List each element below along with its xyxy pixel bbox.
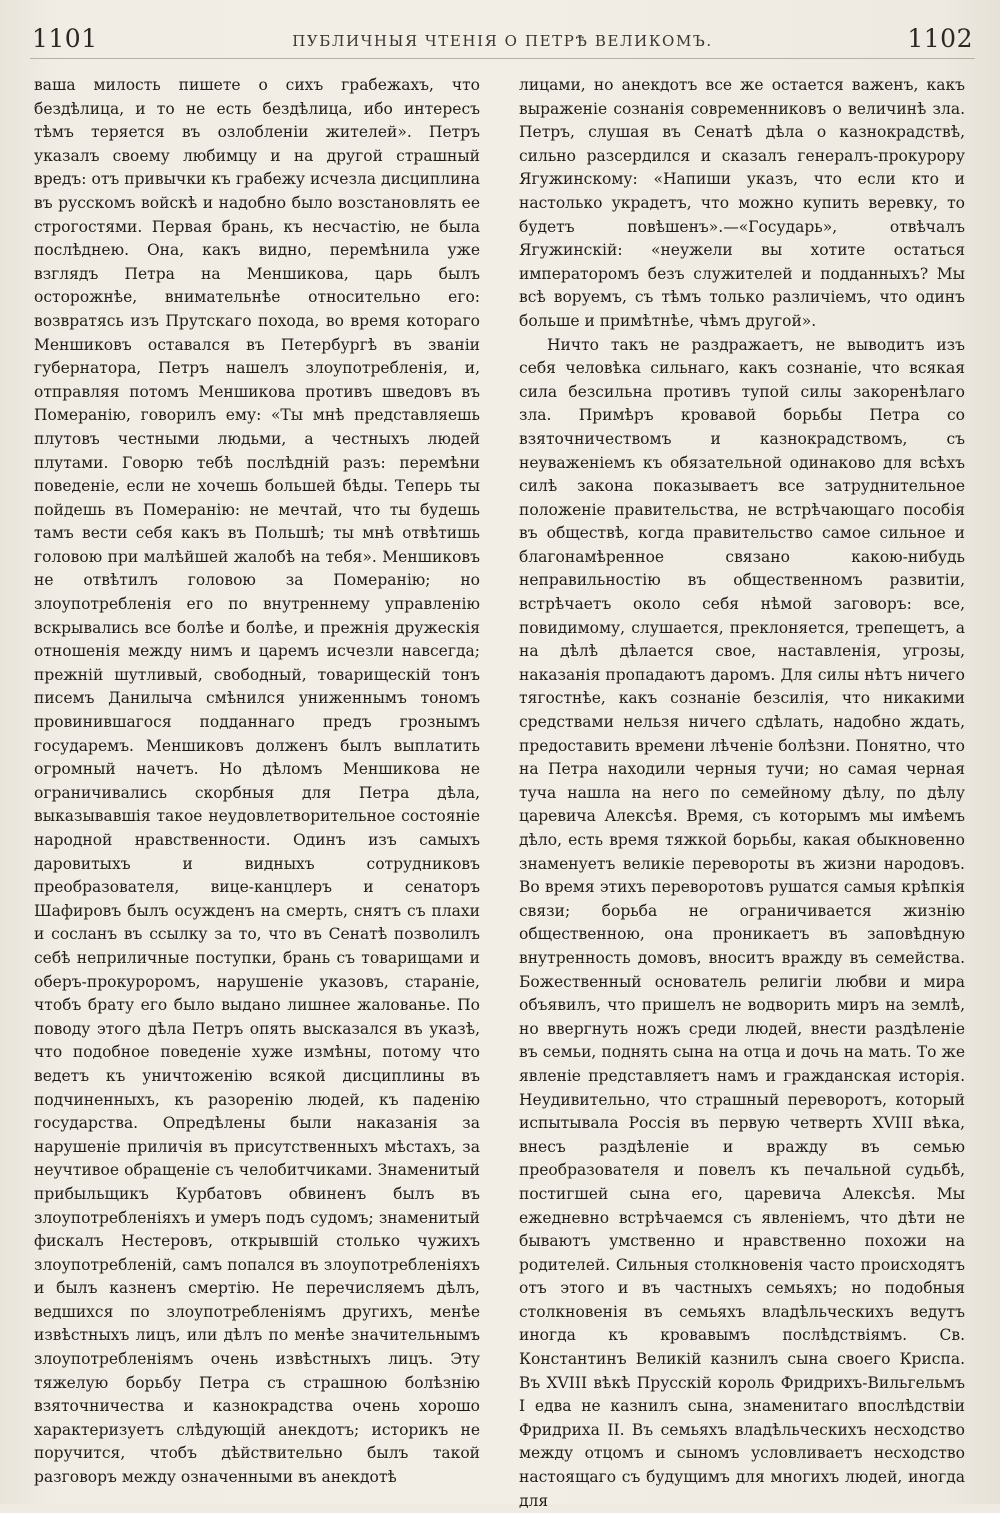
page-header: [30, 18, 975, 58]
paragraph-right-1: лицами, но анекдотъ все же остается важенъ, какъ выраженіе сознанія современниковъ о величинѣ зла. Петръ, слушая въ Сенатѣ дѣла о казнокрадствѣ, сильно разсердился и сказалъ генералъ-прокурору Ягужинскому: «Напиши указъ, что если кто и настолько украдетъ, что можно купить веревку, то будетъ повѣшенъ».—«Государь», отвѣчалъ Ягужинскій: «неужели вы хотите остаться императоромъ безъ служителей и подданныхъ? Мы всѣ воруемъ, съ тѣмъ только различіемъ, что одинъ больше и примѣтнѣе, чѣмъ другой».: [519, 76, 965, 330]
left-column: [34, 74, 480, 1490]
paragraph-left-1: ваша милость пишете о сихъ грабежахъ, что бездѣлица, и то не есть бездѣлица, ибо интересъ тѣмъ теряется въ озлобленіи жителей». Петръ указалъ своему любимцу и на другой страшный вредъ: отъ привычки къ грабежу исчезла дисциплина въ русскомъ войскѣ и надобно было возстановлять ее строгостями. Первая брань, къ несчастію, не была послѣднею. Она, какъ видно, перемѣнила уже взглядъ Петра на Меншикова, царь былъ осторожнѣе, внимательнѣе относительно его: возвратясь изъ Прутскаго похода, во время котораго Меншиковъ оставался въ Петербургѣ въ званіи губернатора, Петръ нашелъ злоупотребленія, и, отправляя потомъ Меншикова противъ шведовъ въ Померанію, говорилъ ему: «Ты мнѣ представляешь плутовъ честными людьми, а честныхъ людей плутами. Говорю тебѣ послѣдній разъ: перемѣни поведеніе, если не хочешь большей бѣды. Теперь ты пойдешь въ Померанію: не мечтай, что ты будешь тамъ вести себя какъ въ Польшѣ; ты мнѣ отвѣтишь головою при малѣйшей жалобѣ на тебя». Меншиковъ не отвѣтилъ головою за Померанію; но злоупотребленія его по внутреннему управленію вскрывались все болѣе и болѣе, и прежнія дружескія отношенія между нимъ и царемъ исчезли навсегда; прежній шутливый, свободный, товарищескій тонъ писемъ Данилыча смѣнился униженнымъ тономъ провинившагося подданнаго предъ грознымъ государемъ. Меншиковъ долженъ былъ выплатить огромный начетъ. Но дѣломъ Меншикова не ограничивались скорбныя для Петра дѣла, выказывавшія такое неудовлетворительное состояніе народной нравственности. Одинъ изъ самыхъ даровитыхъ и видныхъ сотрудниковъ преобразователя, вице-канцлеръ и сенаторъ Шафировъ былъ осужденъ на смерть, снятъ съ плахи и сосланъ въ ссылку за то, что въ Сенатѣ позволилъ себѣ неприличные поступки, брань съ товарищами и оберъ-прокуроромъ, нарушеніе указовъ, стараніе, чтобъ брату его было выдано лишнее жалованье. По поводу этого дѣла Петръ опять высказался въ указѣ, что подобное поведеніе хуже измѣны, потому что ведетъ къ уничтоженію всякой дисциплины въ подчиненныхъ, къ разоренію людей, къ паденію государства. Опредѣлены были наказанія за нарушеніе приличія въ присутственныхъ мѣстахъ, за неучтивое обращеніе съ челобитчиками. Знаменитый прибыльщикъ Курбатовъ обвиненъ былъ въ злоупотребленіяхъ и умеръ подъ судомъ; знаменитый фискалъ Нестеровъ, открывшій столько чужихъ злоупотребленій, самъ попался въ злоупотребленіяхъ и былъ казненъ смертію. Не перечисляемъ дѣлъ, ведшихся по злоупотребленіямъ другихъ, менѣе извѣстныхъ лицъ, или дѣлъ по менѣе значительнымъ злоупотребленіямъ очень извѣстныхъ лицъ. Эту тяжелую борьбу Петра съ страшною болѣзнію взяточничества и казнокрадства очень хорошо характеризуетъ слѣдующій анекдотъ; историкъ не поручится, чтобъ дѣйствительно былъ такой разговоръ между означенными въ анекдотѣ: [34, 76, 480, 1487]
right-column: [519, 74, 965, 1513]
running-title: ПУБЛИЧНЫЯ ЧТЕНІЯ О ПЕТРѢ ВЕЛИКОМЪ.: [292, 32, 713, 50]
paragraph-right-2: Ничто такъ не раздражаетъ, не выводитъ изъ себя человѣка сильнаго, какъ сознаніе, что всякая сила безсильна противъ тупой силы закоренѣлаго зла. Примѣръ кровавой борьбы Петра со взяточничествомъ и казнокрадствомъ, съ неуваженіемъ къ обязательной одинаково для всѣхъ силѣ закона показываетъ все затруднительное положеніе правительства, не встрѣчающаго пособія въ обществѣ, когда правительство самое сильное и благонамѣренное связано какою-нибудь неправильностію въ общественномъ развитіи, встрѣчаетъ около себя нѣмой заговоръ: все, повидимому, слушается, преклоняется, трепещетъ, а на дѣлѣ дѣлается свое, наставленія, угрозы, наказанія пропадаютъ даромъ. Для силы нѣтъ ничего тягостнѣе, какъ сознаніе безсилія, что никакими средствами нельзя ничего сдѣлать, надобно ждать, предоставить времени лѣченіе болѣзни. Понятно, что на Петра находили черныя тучи; но самая черная туча нашла на него по семейному дѣлу, по дѣлу царевича Алексѣя. Время, съ которымъ мы имѣемъ дѣло, есть время тяжкой борьбы, какая обыкновенно знаменуетъ великіе перевороты въ жизни народовъ. Во время этихъ переворотовъ рушатся самыя крѣпкія связи; борьба не ограничивается жизнію общественною, она проникаетъ въ заповѣдную внутренность домовъ, вноситъ вражду въ семейства. Божественный основатель религіи любви и мира объявилъ, что пришелъ не водворить миръ на землѣ, но ввергнуть ножъ среди людей, внести раздѣленіе въ семьи, поднять сына на отца и дочь на мать. То же явленіе представляетъ намъ и гражданская исторія. Неудивительно, что страшный переворотъ, который испытывала Россія въ первую четверть XVIII вѣка, внесъ раздѣленіе и вражду въ семью преобразователя и повелъ къ печальной судьбѣ, постигшей сына его, царевича Алексѣя. Мы ежедневно встрѣчаемся съ явленіемъ, что дѣти не бываютъ умственно и нравственно похожи на родителей. Сильныя столкновенія часто происходятъ отъ этого и въ частныхъ семьяхъ; но подобныя столкновенія въ семьяхъ владѣльческихъ ведутъ иногда къ кровавымъ послѣдствіямъ. Св. Константинъ Великій казнилъ сына своего Криспа. Въ XVIII вѣкѣ Прусскій король Фридрихъ-Вильгельмъ I едва не казнилъ сына, знаменитаго впослѣдствіи Фридриха II. Въ семьяхъ владѣльческихъ несходство между отцомъ и сыномъ условливаетъ несходство настоящаго съ будущимъ для многихъ людей, иногда для: [519, 335, 965, 1510]
page-number-left: 1101: [32, 24, 98, 53]
header-rule: [30, 58, 975, 59]
page-number-right: 1102: [907, 24, 973, 53]
